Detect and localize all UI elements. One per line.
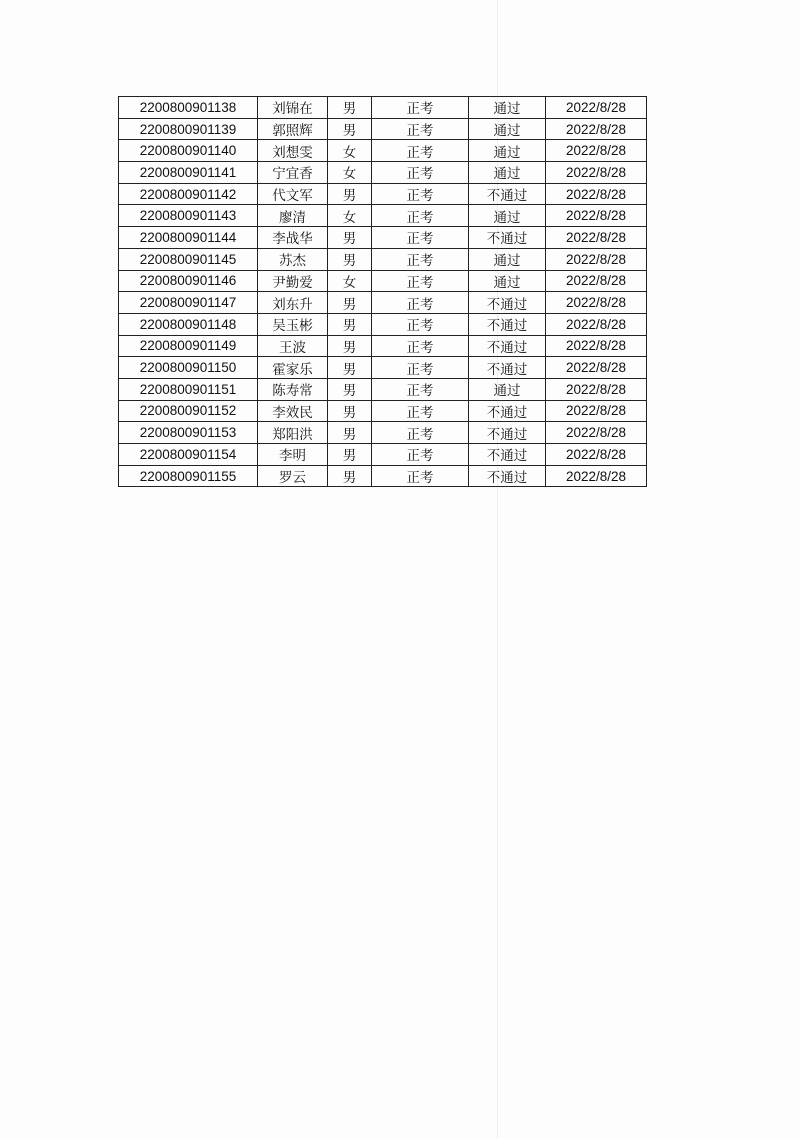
- result-cell: 不通过: [469, 465, 546, 487]
- table-row: [119, 335, 647, 357]
- candidate-name-cell: 吴玉彬: [258, 313, 328, 335]
- exam-date-cell: 2022/8/28: [546, 357, 647, 379]
- exam-type-cell: 正考: [372, 140, 469, 162]
- exam-type-cell: 正考: [372, 97, 469, 119]
- table-row: [119, 97, 647, 119]
- gender-cell: 男: [328, 357, 372, 379]
- gender-cell: 男: [328, 183, 372, 205]
- candidate-id-cell: 2200800901142: [119, 183, 258, 205]
- table-row: [119, 227, 647, 249]
- result-cell: 通过: [469, 118, 546, 140]
- table-row: [119, 162, 647, 184]
- exam-type-cell: 正考: [372, 227, 469, 249]
- candidate-id-cell: 2200800901152: [119, 400, 258, 422]
- result-cell: 通过: [469, 97, 546, 119]
- gender-cell: 女: [328, 270, 372, 292]
- candidate-name-cell: 宁宜香: [258, 162, 328, 184]
- exam-type-cell: 正考: [372, 357, 469, 379]
- exam-type-cell: 正考: [372, 313, 469, 335]
- result-cell: 不通过: [469, 292, 546, 314]
- gender-cell: 男: [328, 444, 372, 466]
- candidate-name-cell: 尹勤爱: [258, 270, 328, 292]
- exam-type-cell: 正考: [372, 292, 469, 314]
- result-cell: 通过: [469, 378, 546, 400]
- exam-type-cell: 正考: [372, 205, 469, 227]
- candidate-name-cell: 郭照辉: [258, 118, 328, 140]
- result-cell: 通过: [469, 270, 546, 292]
- result-cell: 不通过: [469, 183, 546, 205]
- exam-date-cell: 2022/8/28: [546, 162, 647, 184]
- result-cell: 不通过: [469, 422, 546, 444]
- table-row: [119, 183, 647, 205]
- exam-date-cell: 2022/8/28: [546, 313, 647, 335]
- candidate-name-cell: 刘锦在: [258, 97, 328, 119]
- candidate-name-cell: 郑阳洪: [258, 422, 328, 444]
- candidate-id-cell: 2200800901151: [119, 378, 258, 400]
- table-row: [119, 248, 647, 270]
- candidate-name-cell: 李明: [258, 444, 328, 466]
- candidate-name-cell: 陈寿常: [258, 378, 328, 400]
- exam-date-cell: 2022/8/28: [546, 97, 647, 119]
- result-cell: 不通过: [469, 357, 546, 379]
- result-cell: 通过: [469, 205, 546, 227]
- table-row: [119, 313, 647, 335]
- exam-type-cell: 正考: [372, 248, 469, 270]
- candidate-id-cell: 2200800901147: [119, 292, 258, 314]
- candidate-name-cell: 刘东升: [258, 292, 328, 314]
- candidate-id-cell: 2200800901139: [119, 118, 258, 140]
- table-row: [119, 270, 647, 292]
- exam-date-cell: 2022/8/28: [546, 118, 647, 140]
- table-body: [119, 97, 647, 487]
- candidate-id-cell: 2200800901143: [119, 205, 258, 227]
- exam-type-cell: 正考: [372, 183, 469, 205]
- candidate-name-cell: 刘想雯: [258, 140, 328, 162]
- candidate-id-cell: 2200800901154: [119, 444, 258, 466]
- candidate-name-cell: 李战华: [258, 227, 328, 249]
- gender-cell: 男: [328, 227, 372, 249]
- candidate-name-cell: 苏杰: [258, 248, 328, 270]
- candidate-id-cell: 2200800901140: [119, 140, 258, 162]
- gender-cell: 女: [328, 205, 372, 227]
- table-row: [119, 292, 647, 314]
- result-cell: 不通过: [469, 227, 546, 249]
- gender-cell: 女: [328, 162, 372, 184]
- exam-type-cell: 正考: [372, 422, 469, 444]
- candidate-name-cell: 廖清: [258, 205, 328, 227]
- exam-type-cell: 正考: [372, 400, 469, 422]
- candidate-id-cell: 2200800901148: [119, 313, 258, 335]
- candidate-id-cell: 2200800901138: [119, 97, 258, 119]
- gender-cell: 男: [328, 378, 372, 400]
- candidate-name-cell: 罗云: [258, 465, 328, 487]
- table-row: [119, 465, 647, 487]
- gender-cell: 男: [328, 313, 372, 335]
- table-row: [119, 422, 647, 444]
- exam-date-cell: 2022/8/28: [546, 205, 647, 227]
- exam-results-table: [118, 96, 647, 487]
- candidate-id-cell: 2200800901153: [119, 422, 258, 444]
- result-cell: 通过: [469, 140, 546, 162]
- exam-date-cell: 2022/8/28: [546, 422, 647, 444]
- exam-type-cell: 正考: [372, 378, 469, 400]
- candidate-id-cell: 2200800901145: [119, 248, 258, 270]
- exam-type-cell: 正考: [372, 465, 469, 487]
- exam-date-cell: 2022/8/28: [546, 183, 647, 205]
- exam-date-cell: 2022/8/28: [546, 444, 647, 466]
- exam-date-cell: 2022/8/28: [546, 248, 647, 270]
- table-row: [119, 118, 647, 140]
- table-row: [119, 400, 647, 422]
- exam-date-cell: 2022/8/28: [546, 227, 647, 249]
- result-cell: 不通过: [469, 335, 546, 357]
- candidate-id-cell: 2200800901155: [119, 465, 258, 487]
- result-cell: 通过: [469, 248, 546, 270]
- candidate-name-cell: 代文军: [258, 183, 328, 205]
- table-row: [119, 205, 647, 227]
- exam-date-cell: 2022/8/28: [546, 400, 647, 422]
- gender-cell: 男: [328, 465, 372, 487]
- exam-date-cell: 2022/8/28: [546, 140, 647, 162]
- result-cell: 不通过: [469, 313, 546, 335]
- table-row: [119, 357, 647, 379]
- result-cell: 不通过: [469, 400, 546, 422]
- candidate-name-cell: 霍家乐: [258, 357, 328, 379]
- gender-cell: 男: [328, 422, 372, 444]
- exam-date-cell: 2022/8/28: [546, 378, 647, 400]
- candidate-id-cell: 2200800901144: [119, 227, 258, 249]
- result-cell: 不通过: [469, 444, 546, 466]
- exam-type-cell: 正考: [372, 270, 469, 292]
- gender-cell: 男: [328, 335, 372, 357]
- gender-cell: 女: [328, 140, 372, 162]
- table-row: [119, 378, 647, 400]
- exam-date-cell: 2022/8/28: [546, 335, 647, 357]
- exam-date-cell: 2022/8/28: [546, 292, 647, 314]
- table-row: [119, 444, 647, 466]
- result-cell: 通过: [469, 162, 546, 184]
- exam-date-cell: 2022/8/28: [546, 465, 647, 487]
- candidate-id-cell: 2200800901150: [119, 357, 258, 379]
- gender-cell: 男: [328, 118, 372, 140]
- gender-cell: 男: [328, 400, 372, 422]
- candidate-id-cell: 2200800901146: [119, 270, 258, 292]
- table-row: [119, 140, 647, 162]
- candidate-name-cell: 王波: [258, 335, 328, 357]
- candidate-id-cell: 2200800901149: [119, 335, 258, 357]
- exam-date-cell: 2022/8/28: [546, 270, 647, 292]
- gender-cell: 男: [328, 97, 372, 119]
- exam-type-cell: 正考: [372, 335, 469, 357]
- exam-type-cell: 正考: [372, 162, 469, 184]
- candidate-name-cell: 李效民: [258, 400, 328, 422]
- candidate-id-cell: 2200800901141: [119, 162, 258, 184]
- exam-type-cell: 正考: [372, 118, 469, 140]
- gender-cell: 男: [328, 292, 372, 314]
- exam-type-cell: 正考: [372, 444, 469, 466]
- gender-cell: 男: [328, 248, 372, 270]
